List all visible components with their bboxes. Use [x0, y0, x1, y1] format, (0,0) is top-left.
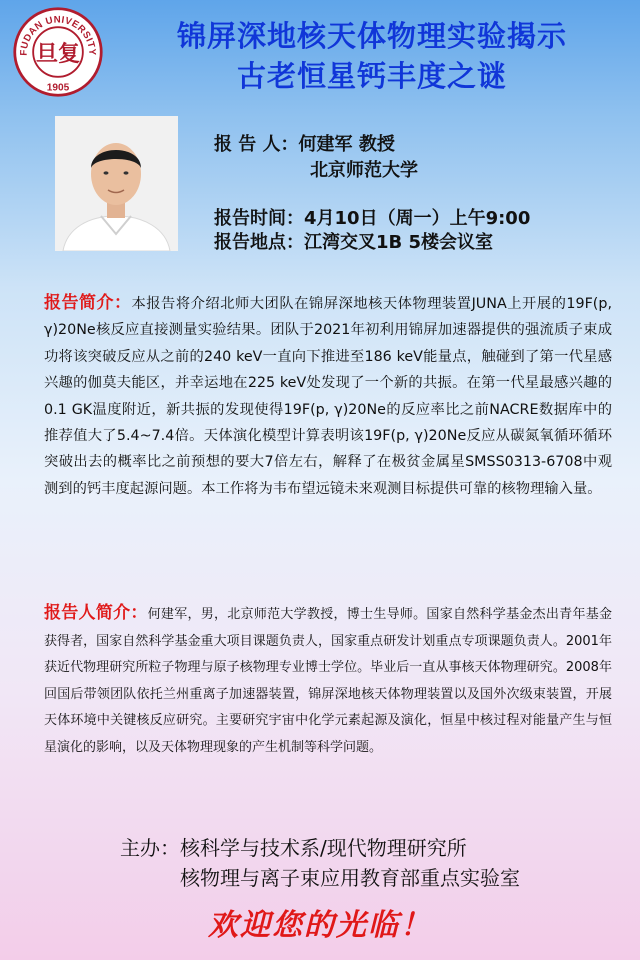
place-label: 报告地点：: [214, 232, 304, 253]
time-value: 4月10日（周一）上午9:00: [304, 208, 531, 229]
welcome-text: 欢迎您的光临！: [208, 908, 432, 943]
sponsor-line1: 核科学与技术系/现代物理研究所: [180, 836, 467, 860]
abstract-heading: 报告简介：: [44, 293, 132, 313]
speaker-label: 报 告 人：: [214, 134, 299, 155]
bio-heading: 报告人简介：: [44, 603, 148, 623]
place-value: 江湾交叉1B 5楼会议室: [304, 232, 494, 253]
poster-title-line2: 古老恒星钙丰度之谜: [236, 59, 507, 93]
speaker-name: 何建军 教授: [298, 134, 395, 155]
place-row: [214, 228, 493, 254]
sponsor-row: [120, 832, 467, 861]
bio-paragraph: [44, 600, 612, 761]
abstract-paragraph: [44, 290, 612, 502]
fudan-university-logo: [12, 6, 104, 98]
speaker-row: [214, 130, 395, 156]
speaker-photo: [55, 116, 178, 251]
logo-center-text: 旦复: [35, 42, 81, 68]
logo-year: 1905: [46, 82, 70, 94]
abstract-text: 本报告将介绍北师大团队在锦屏深地核天体物理装置JUNA上开展的19F(p, γ)20Ne核反应直接测量实验结果。团队于2021年初利用锦屏加速器提供的强流质子束成功将该突破反应从之前的240 keV一直向下推进至186 keV能量点，触碰到了第一代星感兴趣的伽莫夫能区，并幸运地在225 keV处发现了一个新的共振。在第一代星最感兴趣的0.1 GK温度附近，新共振的发现使得19F(p, γ)20Ne的反应率比之前NACRE数据库中的推荐值大了5.4~7.4倍。天体演化模型计算表明该19F(p, γ)20Ne反应从碳氮氧循环循环突破出去的概率比之前预想的要大7倍左右，解释了在极贫金属星SMSS0313-6708中观测到的钙丰度起源问题。本工作将为韦布望远镜未来观测目标提供可靠的核物理输入量。: [44, 296, 612, 497]
time-label: 报告时间：: [214, 208, 304, 229]
logo-arc-text: FUDAN UNIVERSITY: [18, 14, 98, 56]
poster-title-line1: 锦屏深地核天体物理实验揭示: [176, 19, 567, 53]
speaker-affiliation: 北京师范大学: [310, 160, 418, 181]
sponsor-line2: 核物理与离子束应用教育部重点实验室: [180, 866, 520, 890]
time-row: [214, 204, 530, 230]
bio-text: 何建军，男，北京师范大学教授，博士生导师。国家自然科学基金杰出青年基金获得者，国家自然科学基金重大项目课题负责人，国家重点研发计划重点专项课题负责人。2001年获近代物理研究所粒子物理与原子核物理专业博士学位。毕业后一直从事核天体物理研究。2008年回国后带领团队依托兰州重离子加速器装置，锦屏深地核天体物理装置以及国外次级束装置，开展天体环境中关键核反应研究。主要研究宇宙中化学元素起源及演化，恒星中核过程对能量产生与恒星演化的影响，以及天体物理现象的产生机制等科学问题。: [44, 607, 612, 755]
sponsor-label: 主办：: [120, 836, 180, 860]
